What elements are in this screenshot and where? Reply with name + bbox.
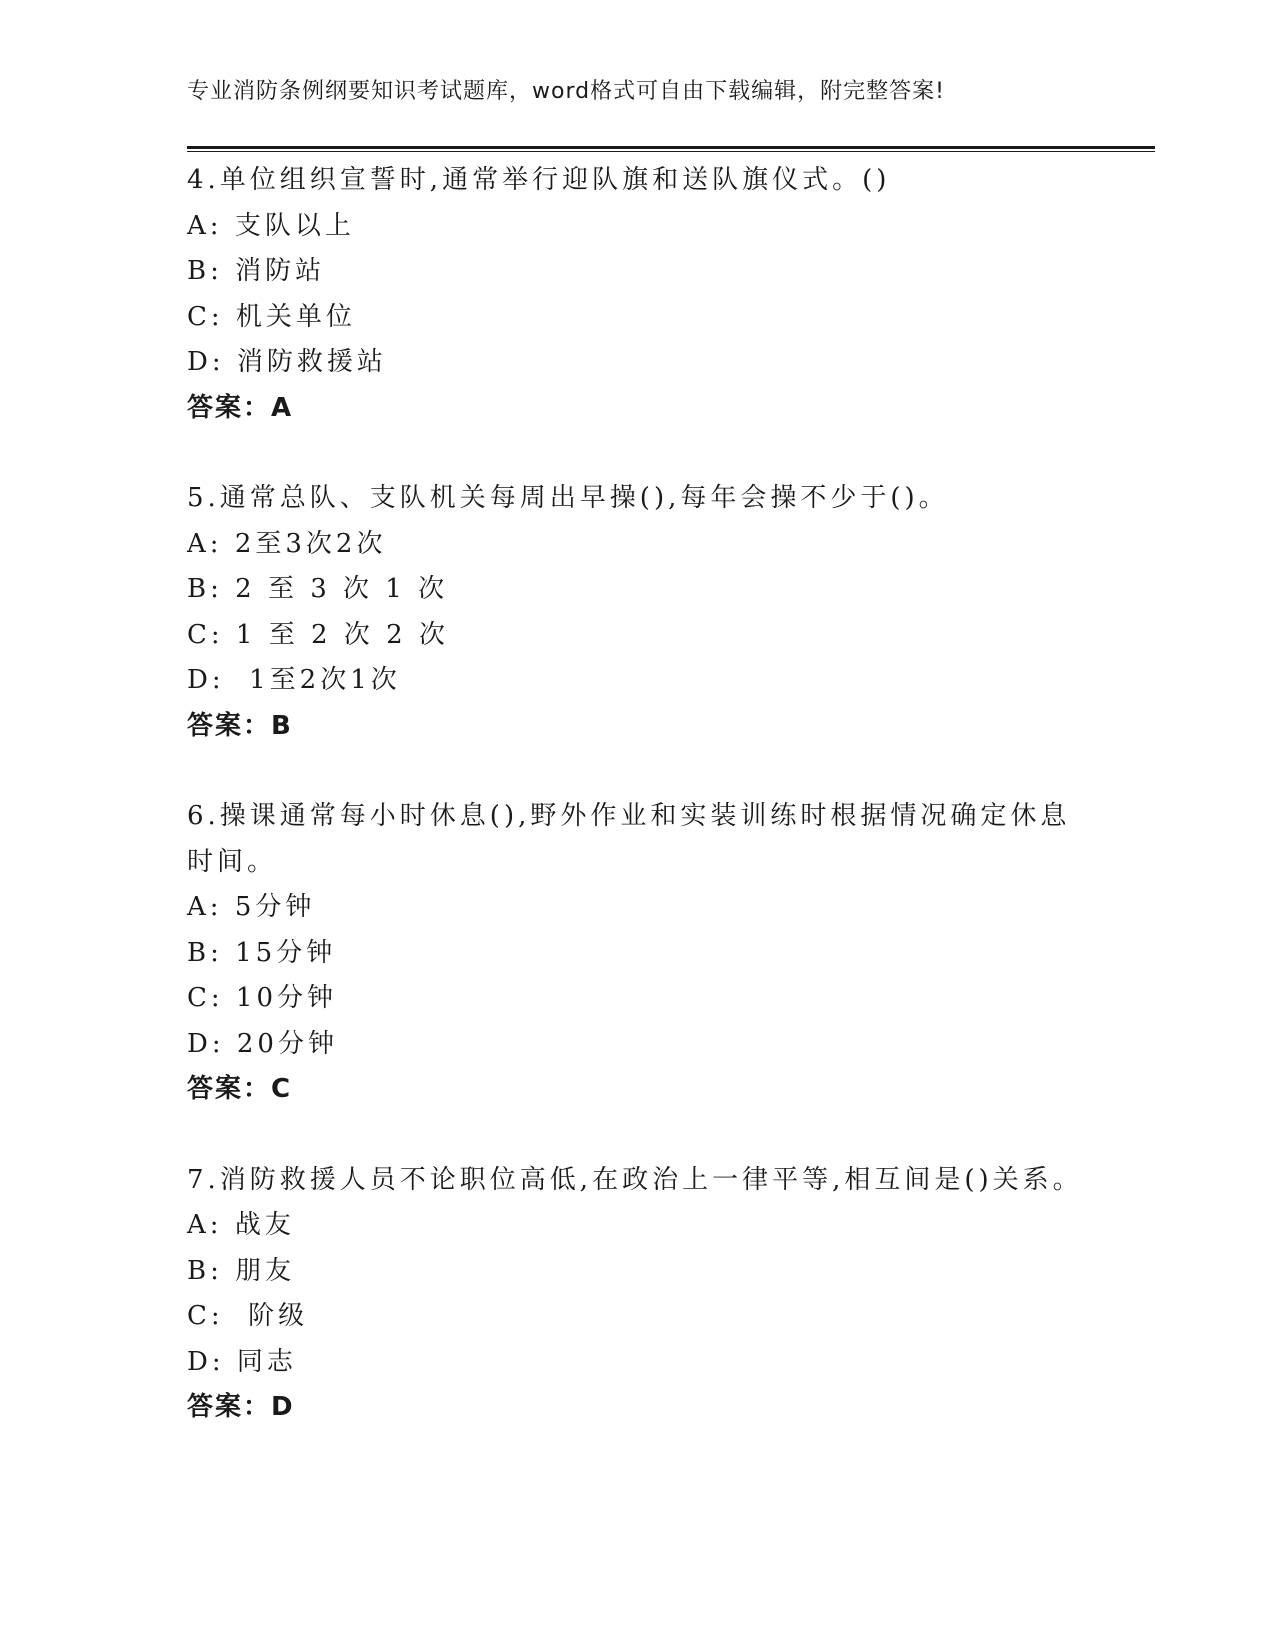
option-text: 5分钟 xyxy=(234,892,316,922)
option-letter: A: xyxy=(187,892,223,922)
option-text: 20分钟 xyxy=(236,1028,338,1059)
option-text: 1 至 2 次 2 次 xyxy=(235,619,449,650)
option-letter: D: xyxy=(187,347,225,377)
question-5 xyxy=(187,476,1087,749)
option-c xyxy=(187,613,1087,659)
option-letter: D: xyxy=(187,665,225,695)
question-text: 6.操课通常每小时休息(),野外作业和实装训练时根据情况确定休息时间。 xyxy=(187,801,1071,877)
option-c xyxy=(187,295,1087,341)
option-a xyxy=(187,1203,1087,1249)
option-letter: D: xyxy=(187,1028,225,1059)
option-a xyxy=(187,885,1087,931)
option-letter: A: xyxy=(187,528,223,559)
question-4 xyxy=(187,158,1087,431)
header-rule xyxy=(187,146,1155,152)
option-letter: D: xyxy=(187,1346,225,1377)
answer: 答案：B xyxy=(187,710,293,741)
option-text: 机关单位 xyxy=(235,301,356,332)
option-text: 10分钟 xyxy=(235,983,338,1013)
option-text: 2至3次2次 xyxy=(234,528,387,559)
question-text: 5.通常总队、支队机关每周出早操(),每年会操不少于()。 xyxy=(187,483,949,513)
option-d xyxy=(187,658,1087,704)
option-text: 1至2次1次 xyxy=(236,665,401,695)
option-text: 消防救援站 xyxy=(236,347,387,377)
option-text: 2 至 3 次 1 次 xyxy=(235,574,449,604)
option-c xyxy=(187,976,1087,1022)
option-text: 战友 xyxy=(234,1210,295,1240)
option-letter: C: xyxy=(187,1301,224,1331)
option-d xyxy=(187,1022,1087,1068)
option-text: 朋友 xyxy=(235,1255,296,1286)
page-header: 专业消防条例纲要知识考试题库，word格式可自由下载编辑，附完整答案! xyxy=(187,79,945,104)
option-b xyxy=(187,931,1087,977)
option-text: 同志 xyxy=(236,1346,297,1377)
option-letter: C: xyxy=(187,983,224,1013)
option-d xyxy=(187,340,1087,386)
answer: 答案：D xyxy=(187,1392,295,1422)
option-a xyxy=(187,204,1087,250)
option-letter: B: xyxy=(187,256,223,286)
answer: 答案：A xyxy=(187,392,294,423)
question-text: 7.消防救援人员不论职位高低,在政治上一律平等,相互间是()关系。 xyxy=(187,1164,1083,1195)
answer: 答案：C xyxy=(187,1074,293,1104)
question-list xyxy=(187,158,1087,1476)
option-letter: A: xyxy=(187,210,223,241)
question-text: 4.单位组织宣誓时,通常举行迎队旗和送队旗仪式。() xyxy=(187,165,891,195)
option-letter: A: xyxy=(187,1210,223,1240)
question-6 xyxy=(187,794,1087,1113)
option-b xyxy=(187,249,1087,295)
option-b xyxy=(187,1249,1087,1295)
option-d xyxy=(187,1340,1087,1386)
option-letter: B: xyxy=(187,1255,223,1286)
option-letter: C: xyxy=(187,301,224,332)
option-text: 消防站 xyxy=(235,256,326,286)
option-text: 支队以上 xyxy=(234,210,355,241)
question-7 xyxy=(187,1158,1087,1431)
option-letter: B: xyxy=(187,574,223,604)
option-a xyxy=(187,522,1087,568)
option-b xyxy=(187,567,1087,613)
option-letter: C: xyxy=(187,619,224,650)
option-letter: B: xyxy=(187,937,223,968)
option-c xyxy=(187,1294,1087,1340)
option-text: 阶级 xyxy=(235,1301,309,1331)
option-text: 15分钟 xyxy=(235,937,337,968)
